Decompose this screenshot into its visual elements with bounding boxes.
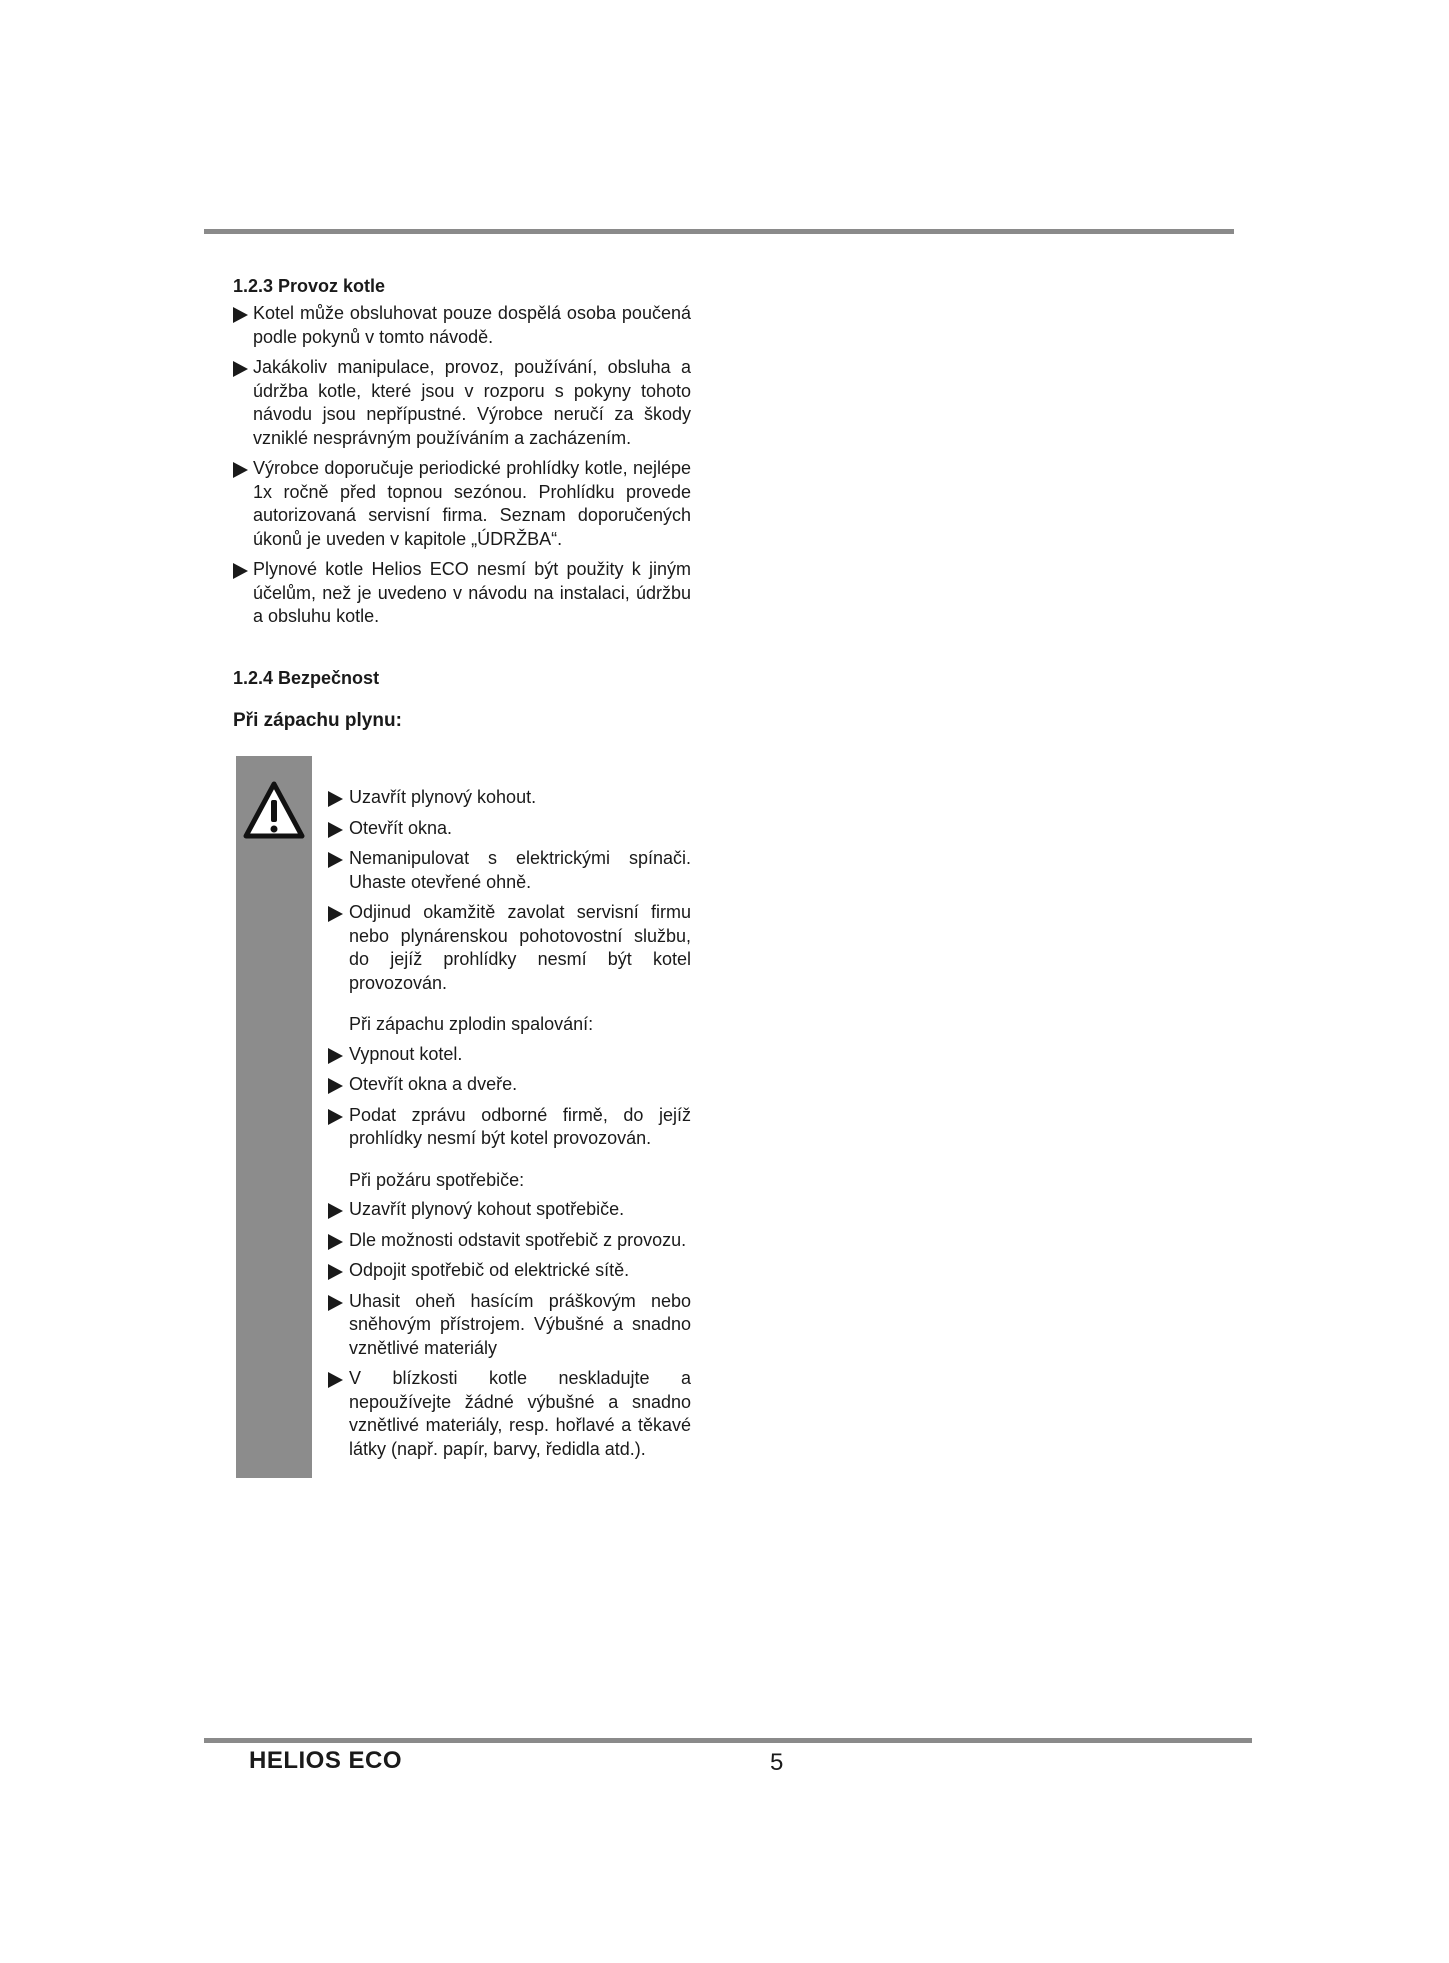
warning-content bbox=[328, 786, 691, 1468]
bullet-arrow-icon bbox=[328, 906, 343, 922]
warning-sidebar bbox=[236, 756, 312, 1478]
footer-brand: HELIOS ECO bbox=[249, 1747, 403, 1774]
header-rule bbox=[204, 229, 1234, 234]
combustion-list bbox=[328, 1043, 691, 1151]
list-item: Kotel může obsluhovat pouze dospělá osoba poučená podle pokynů v tomto návodě. bbox=[233, 302, 691, 349]
list-item: Odpojit spotřebič od elektrické sítě. bbox=[328, 1259, 691, 1283]
bullet-arrow-icon bbox=[328, 852, 343, 868]
list-item: Plynové kotle Helios ECO nesmí být použity k jiným účelům, než je uvedeno v návodu na instalaci, údržbu a obsluhu kotle. bbox=[233, 558, 691, 629]
fire-list bbox=[328, 1198, 691, 1461]
bullet-arrow-icon bbox=[233, 361, 248, 377]
list-item: Jakákoliv manipulace, provoz, používání, obsluha a údržba kotle, které jsou v rozporu s pokyny tohoto návodu jsou nepřípustné. Výrobce neručí za škody vzniklé nesprávným používáním a zacházením. bbox=[233, 356, 691, 450]
bullet-arrow-icon bbox=[328, 1372, 343, 1388]
list-item: Uzavřít plynový kohout. bbox=[328, 786, 691, 810]
bullet-arrow-icon bbox=[233, 307, 248, 323]
bullet-arrow-icon bbox=[328, 822, 343, 838]
bullet-arrow-icon bbox=[328, 791, 343, 807]
warning-triangle-icon bbox=[242, 780, 306, 842]
bullet-arrow-icon bbox=[328, 1234, 343, 1250]
page-number: 5 bbox=[770, 1749, 784, 1776]
footer-rule bbox=[204, 1738, 1252, 1743]
bullet-arrow-icon bbox=[328, 1264, 343, 1280]
list-item: Dle možnosti odstavit spotřebič z provozu. bbox=[328, 1229, 691, 1253]
list-item: Nemanipulovat s elektrickými spínači. Uhaste otevřené ohně. bbox=[328, 847, 691, 894]
list-item: Otevřít okna. bbox=[328, 817, 691, 841]
section-title-provoz: 1.2.3 Provoz kotle bbox=[233, 276, 386, 296]
provoz-list-container bbox=[233, 302, 691, 636]
bullet-arrow-icon bbox=[328, 1109, 343, 1125]
bullet-arrow-icon bbox=[233, 462, 248, 478]
list-item: Odjinud okamžitě zavolat servisní firmu nebo plynárenskou pohotovostní službu, do jejíž prohlídky nesmí být kotel provozován. bbox=[328, 901, 691, 995]
bullet-arrow-icon bbox=[328, 1203, 343, 1219]
combustion-heading: Při zápachu zplodin spalování: bbox=[349, 1014, 594, 1034]
list-item: Uhasit oheň hasícím práškovým nebo sněhovým přístrojem. Výbušné a snadno vznětlivé materiály bbox=[328, 1290, 691, 1361]
list-item: Výrobce doporučuje periodické prohlídky kotle, nejlépe 1x ročně před topnou sezónou. Prohlídku provede autorizovaná servisní firma. Seznam doporučených úkonů je uveden v kapitole „ÚDRŽBA“. bbox=[233, 457, 691, 551]
bullet-arrow-icon bbox=[328, 1295, 343, 1311]
bullet-arrow-icon bbox=[233, 563, 248, 579]
section-title-bezpecnost: 1.2.4 Bezpečnost bbox=[233, 668, 380, 688]
bullet-arrow-icon bbox=[328, 1078, 343, 1094]
gas-smell-heading: Při zápachu plynu: bbox=[233, 710, 402, 731]
list-item: V blízkosti kotle neskladujte a nepoužívejte žádné výbušné a snadno vznětlivé materiály, resp. hořlavé a těkavé látky (např. papír, barvy, ředidla atd.). bbox=[328, 1367, 691, 1461]
list-item: Vypnout kotel. bbox=[328, 1043, 691, 1067]
list-item: Otevřít okna a dveře. bbox=[328, 1073, 691, 1097]
list-item: Uzavřít plynový kohout spotřebiče. bbox=[328, 1198, 691, 1222]
bullet-arrow-icon bbox=[328, 1048, 343, 1064]
fire-heading: Při požáru spotřebiče: bbox=[349, 1169, 525, 1190]
gas-smell-list bbox=[328, 786, 691, 995]
provoz-list bbox=[233, 302, 691, 629]
list-item: Podat zprávu odborné firmě, do jejíž prohlídky nesmí být kotel provozován. bbox=[328, 1104, 691, 1151]
